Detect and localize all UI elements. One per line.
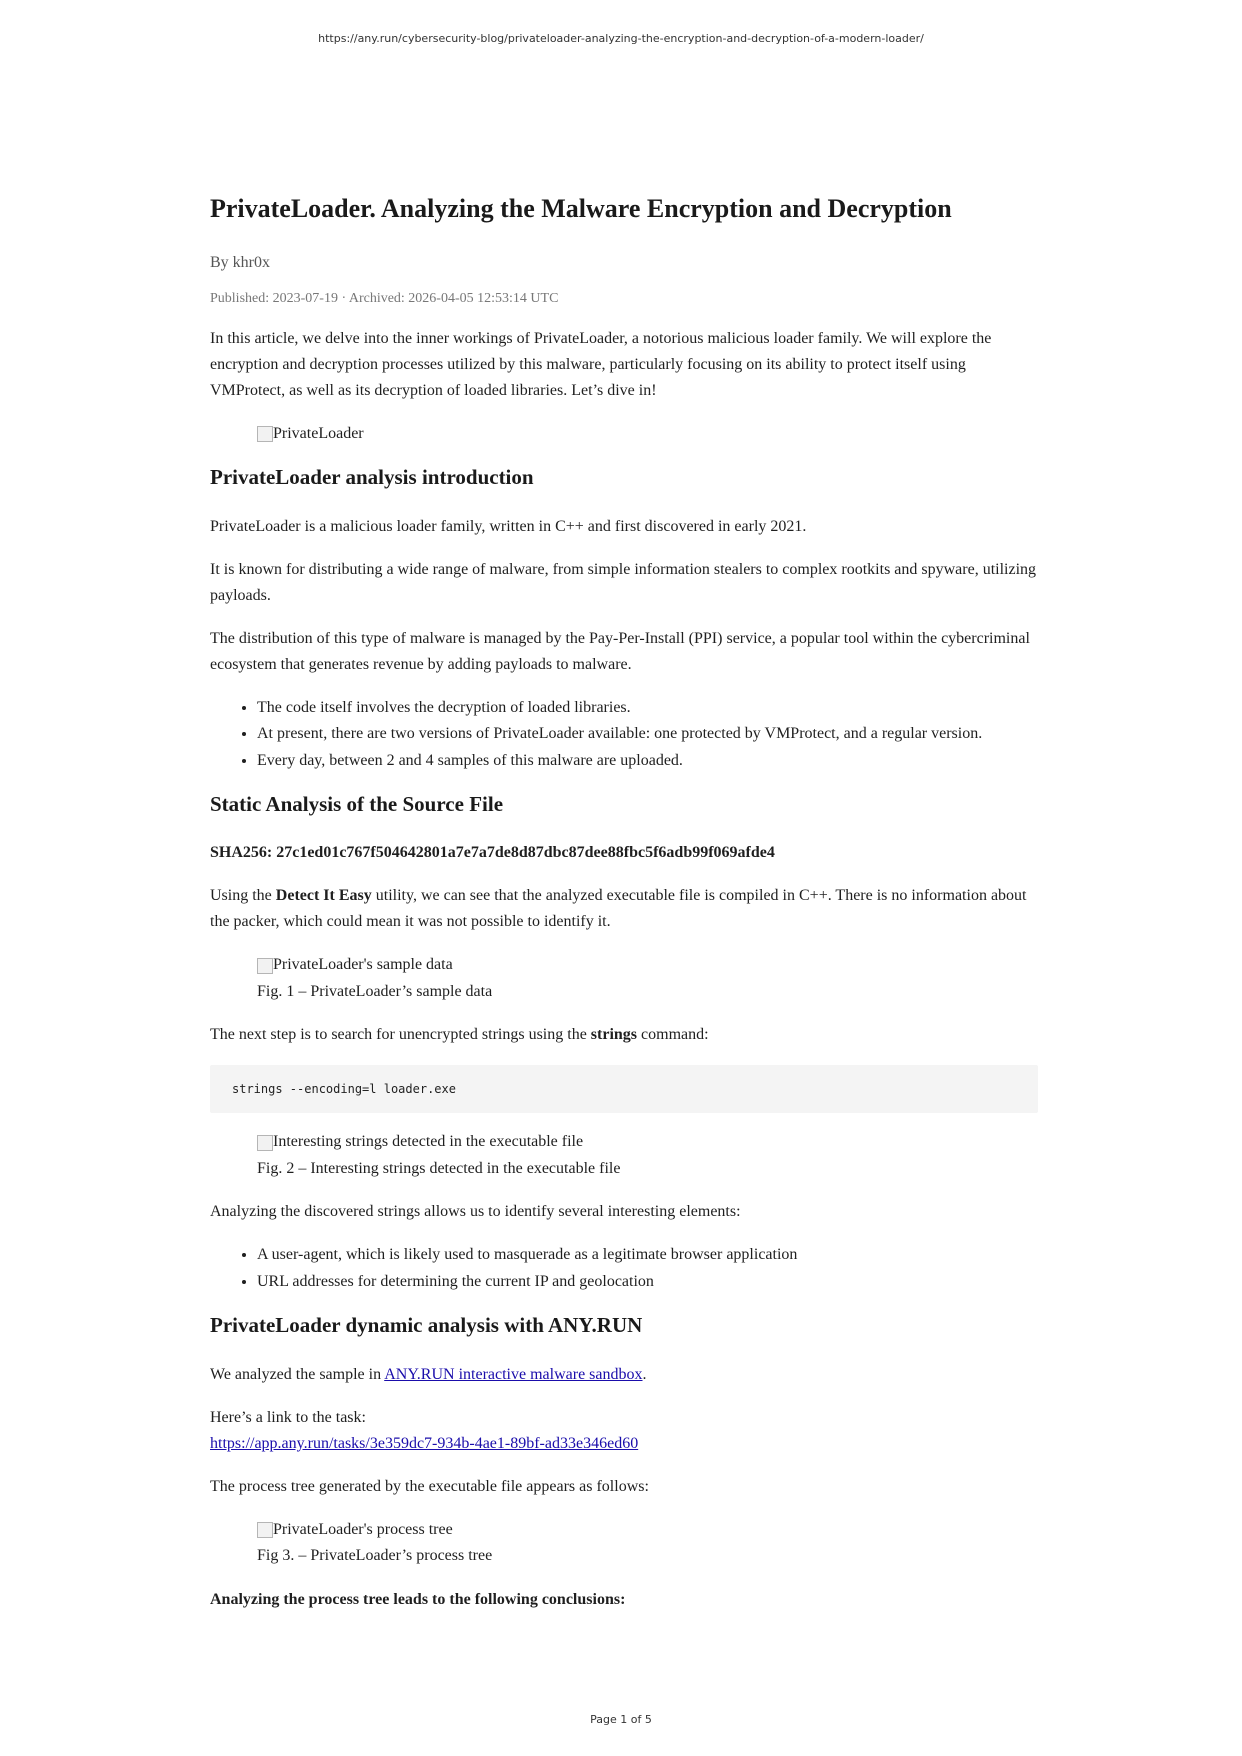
page-url: https://any.run/cybersecurity-blog/privateloader-analyzing-the-encryption-and-decryption-of-a-modern-loader/ (318, 32, 924, 45)
bullet-list (210, 695, 1038, 775)
list-item: • Every day, between 2 and 4 samples of this malware are uploaded. (257, 748, 1038, 775)
sandbox-link[interactable]: ANY.RUN interactive malware sandbox (384, 1365, 643, 1383)
broken-image-icon (257, 426, 273, 442)
article-byline: By khr0x (210, 253, 270, 271)
command-name: strings (590, 1026, 638, 1044)
page-number: Page 1 of 5 (590, 1713, 652, 1726)
conclusion-lead: Analyzing the process tree leads to the following conclusions: (210, 1590, 626, 1608)
task-link[interactable]: https://app.any.run/tasks/3e359dc7-934b-4ae1-89bf-ad33e346ed60 (210, 1434, 639, 1452)
section-heading-static-analysis: Static Analysis of the Source File (210, 792, 504, 817)
article (210, 192, 1038, 1630)
figure-caption: Fig. 1 – PrivateLoader’s sample data (257, 982, 493, 1000)
broken-image-icon (257, 958, 273, 974)
list-item: • The code itself involves the decryption of loaded libraries. (257, 695, 1038, 722)
broken-image-icon (257, 1522, 273, 1538)
broken-image-icon (257, 1135, 273, 1151)
paragraph: It is known for distributing a wide range of malware, from simple information stealers to complex rootkits and spyware, utilizing payloads. (210, 560, 1037, 604)
paragraph: The distribution of this type of malware is managed by the Pay-Per-Install (PPI) service, a popular tool within the cybercriminal ecosystem that generates revenue by adding payloads to malware. (210, 629, 1030, 673)
paragraph: The process tree generated by the executable file appears as follows: (210, 1477, 649, 1495)
list-item: • URL addresses for determining the current IP and geolocation (257, 1269, 1038, 1296)
figure-caption: Fig 3. – PrivateLoader’s process tree (257, 1547, 493, 1565)
tool-name: Detect It Easy (275, 887, 372, 905)
section-heading-dynamic-analysis: PrivateLoader dynamic analysis with ANY.RUN (210, 1313, 643, 1338)
figure-image-alt: Interesting strings detected in the executable file (273, 1133, 584, 1151)
sha256-hash: SHA256: 27c1ed01c767f504642801a7e7a7de8d87dbc87dee88fbc5f6adb99f069afde4 (210, 844, 775, 862)
figure-image-alt: PrivateLoader's sample data (273, 956, 453, 974)
paragraph: We analyzed the sample in ANY.RUN interactive malware sandbox. (210, 1365, 647, 1383)
bullet-list (210, 1242, 1038, 1295)
article-meta: Published: 2023-07-19 · Archived: 2026-04-05 12:53:14 UTC (210, 290, 559, 306)
hero-image-alt: PrivateLoader (273, 424, 364, 442)
paragraph: The next step is to search for unencrypted strings using the strings command: (210, 1026, 709, 1044)
paragraph: PrivateLoader is a malicious loader family, written in C++ and first discovered in early 2021. (210, 517, 807, 535)
figure-image-alt: PrivateLoader's process tree (273, 1520, 453, 1538)
figure-caption: Fig. 2 – Interesting strings detected in the executable file (257, 1159, 621, 1177)
paragraph: Using the Detect It Easy utility, we can see that the analyzed executable file is compiled in C++. There is no information about the packer, which could mean it was not possible to identify it. (210, 887, 1027, 931)
hero-figure (257, 421, 1038, 448)
list-item: • At present, there are two versions of PrivateLoader available: one protected by VMProtect, and a regular version. (257, 721, 1038, 748)
paragraph: Here’s a link to the task: https://app.any.run/tasks/3e359dc7-934b-4ae1-89bf-ad33e346ed60 (210, 1408, 639, 1452)
figure-1 (257, 952, 1038, 1005)
figure-2 (257, 1129, 1038, 1182)
paragraph: Analyzing the discovered strings allows us to identify several interesting elements: (210, 1203, 741, 1221)
code-block: strings --encoding=l loader.exe (210, 1065, 1038, 1113)
article-title: PrivateLoader. Analyzing the Malware Encryption and Decryption (210, 194, 952, 223)
section-heading-introduction: PrivateLoader analysis introduction (210, 465, 534, 490)
figure-3 (257, 1517, 1038, 1570)
list-item: • A user-agent, which is likely used to masquerade as a legitimate browser application (257, 1242, 1038, 1269)
intro-paragraph: In this article, we delve into the inner workings of PrivateLoader, a notorious malicious loader family. We will explore the encryption and decryption processes utilized by this malware, particularly focusing on its ability to protect itself using VMProtect, as well as its decryption of loaded libraries. Let’s dive in! (210, 329, 992, 399)
